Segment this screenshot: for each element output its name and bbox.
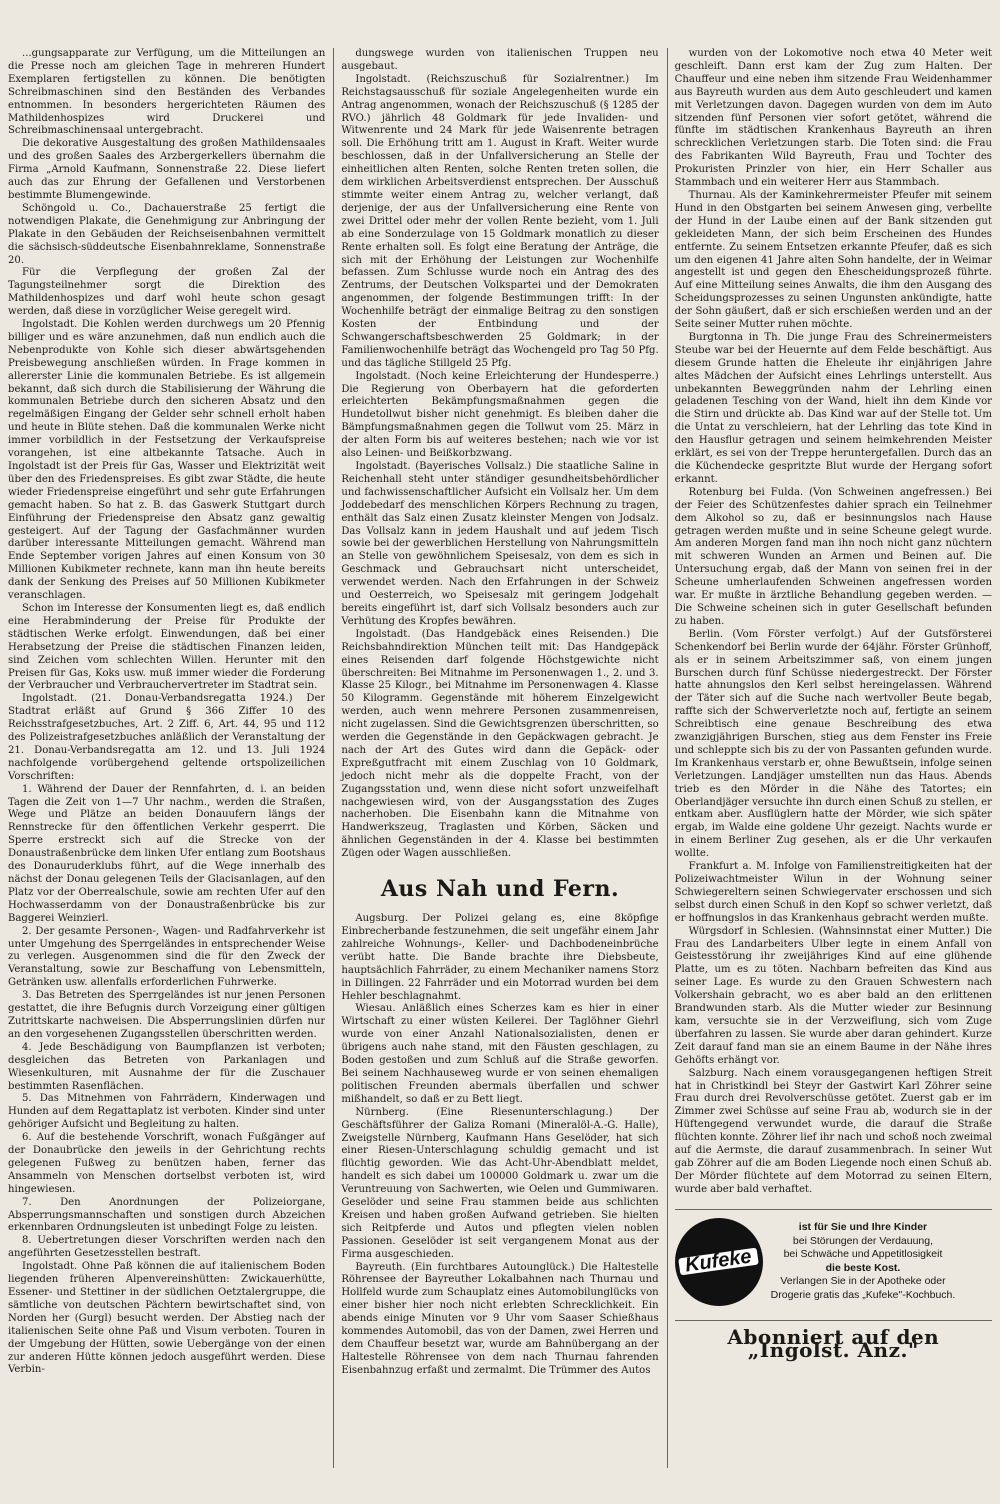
paragraph: wurden von der Lokomotive noch etwa 40 Meter weit geschleift. Dann erst kam der Zug zum Halten. Der Chauffeur und eine neben ihm sitzende Frau Weidenhammer aus Bayreuth wurden aus dem Auto geschleudert und kamen mit Verletzungen davon. Dagegen wurden von dem im Auto sitzenden fünf Personen vier sofort getötet, während die fünfte im städtischen Krankenhaus Bayreuth an ihren schrecklichen Verletzungen starb. Die Toten sind: die Frau des Fabrikanten Wild Bayreuth, Frau und Tochter des Prokuristen Prinzler von hier, ein Herr Schaller aus Stammbach und ein weiterer Herr aus Stammbach.: [674, 48, 992, 189]
paragraph: 6. Auf die bestehende Vorschrift, wonach Fußgänger auf der Donaubrücke den jeweils in der Gehrichtung rechts gelegenen Fußweg zu benützen haben, ferner das Ansammeln von Menschen dortselbst verboten ist, wird hingewiesen.: [8, 1132, 326, 1195]
paragraph: Thurnau. Als der Kaminkehrermeister Pfeufer mit seinem Hund in den Obstgarten bei seinem Anwesen ging, verbellte der Hund in der Laube einen auf der Bank sitzenden gut gekleideten Mann, der sich beim Erscheinen des Hundes entfernte. Zu seinem Entsetzen erkannte Pfeufer, daß es sich um den eigenen 41 Jahre alten Sohn handelte, der in Weimar angestellt ist und gegen den Ehescheidungsprozeß führte. Auf eine Mitteilung seines Anwalts, die ihm den Ausgang des Scheidungsprozesses zu seinen Ungunsten ankündigte, hatte der Sohn gäußert, daß er sich erschießen werden und an der Seite seiner Mutter ruhen möchte.: [674, 189, 992, 331]
paragraph: Für die Verpflegung der großen Zal der Tagungsteilnehmer sorgt die Direktion des Mathildenhospizes und darf wohl heute schon gesagt werden, daß diese in vorzüglicher Weise geregelt wird.: [8, 267, 326, 318]
paragraph: Ingolstadt. Die Kohlen werden durchwegs um 20 Pfennig billiger und es wäre anzunehmen, daß nun endlich auch die Nebenprodukte von Kohle sich dieser abwärtsgehenden Preisbewegung anschließen würden. In Frage kommen in allererster Linie die kommunalen Betriebe. Es ist allgemein bekannt, daß sich durch die Stabilisierung der Währung die kommunalen Betriebe durch den sicheren Absatz und den regelmäßigen Eingang der Gelder sehr schnell erholt haben und heute in Blüte stehen. Daß die kommunalen Werke nicht immer vorbildlich in der Festsetzung der Verkaufspreise vorangehen, ist eine altbekannte Tatsache. Auch in Ingolstadt ist der Preis für Gas, Wasser und Elektrizität weit über den des Friedenspreises. Es gibt zwar Städte, die heute wieder Friedenspreise eingeführt und sehr gute Erfahrungen gemacht haben. So hat z. B. das Gaswerk Stuttgart durch Einführung der Friedenspreise den Absatz ganz gewaltig gesteigert. Auf der Tagung der Gasfachmänner wurden darüber interessante Mitteilungen gemacht. Während man Ende September vorigen Jahres auf einen Konsum von 30 Millionen Kubikmeter rechnete, kann man ihn heute bereits dank der Senkung des Preises auf 50 Millionen Kubikmeter veranschlagen.: [8, 319, 326, 602]
paragraph: dungswege wurden von italienischen Truppen neu ausgebaut.: [341, 48, 659, 72]
paragraph: Salzburg. Nach einem vorausgegangenen heftigen Streit hat in Christkindl bei Steyr der Gastwirt Karl Zöhrer seine Frau durch drei Revolverschüsse getötet. Zuerst gab er im Zimmer zwei Schüsse auf seine Frau ab, wodurch sie in der Hüftengegend verwundet wurde, die darauf die Straße flüchten konnte. Zöhrer lief ihr nach und schoß noch zweimal auf die Aermste, die darauf zusammenbrach. In seiner Wut gab Zöhrer auf die am Boden Liegende noch einen Schuß ab. Der Mörder flüchtete auf dem Motorrad zu seinen Eltern, wurde aber bald verhaftet.: [674, 1067, 992, 1195]
paragraph: Ingolstadt. (Reichszuschuß für Sozialrentner.) Im Reichstagsausschuß für soziale Angelegenheiten wurde ein Antrag angenommen, wonach der Reichszuschuß (§ 1285 der RVO.) jährlich 48 Goldmark für jede Invaliden- und Witwenrente und 24 Mark für jede Waisenrente betragen soll. Die Erhöhung tritt am 1. August in Kraft. Weiter wurde beschlossen, daß in der Unfallversicherung an Stelle der einheitlichen alten Renten, solche Renten treten sollen, die dem wirklichen Arbeitsverdienst entsprechen. Der Ausschuß stimmte weiter einem Antrag zu, welcher verlangt, daß derjenige, der aus der Unfallversicherung eine Rente von zwei Drittel oder mehr der vollen Rente bezieht, vom 1. Juli ab eine Sonderzulage von 15 Goldmark monatlich zu dieser Rente erhalten soll. Es folgt eine Beratung der Anträge, die sich mit der Erhöhung der Leistungen zur Wochenhilfe befassen. Zum Schlusse wurde noch ein Antrag des des Zentrums, der Deutschen Volkspartei und der Demokraten angenommen, der folgende Bestimmungen trifft: In der Wochenhilfe beträgt der einmalige Beitrag zu den sonstigen Kosten der Entbindung und der Schwangerschaftsbeschwerden 25 Goldmark; in der Familienwochenhilfe beträgt das Wochengeld pro Tag 50 Pfg. und das tägliche Stillgeld 25 Pfg.: [341, 73, 659, 369]
ad-line: Drogerie gratis das „Kufeke"-Kochbuch.: [770, 1288, 956, 1301]
ad-line: Verlangen Sie in der Apotheke oder: [780, 1275, 946, 1288]
paragraph: Ingolstadt. Ohne Paß können die auf italienischem Boden liegenden früheren Alpenvereinshütten: Zwickauerhütte, Essener- und Stettiner in der südlichen Oetztalergruppe, die sämtliche von deutschen Pächtern bewirtschaftet sind, von Norden her (Gurgl) besucht werden. Der Abstieg nach der italienischen Seite ohne Paß und Visum verboten. Touren in der Umgebung der Hütten, sowie Uebergänge von der einen zur anderen Hütte können jedoch ausgeführt werden. Diese Verbin-: [8, 1261, 326, 1376]
paragraph: 1. Während der Dauer der Rennfahrten, d. i. an beiden Tagen die Zeit von 1—7 Uhr nachm., werden die Straßen, Wege und Plätze an beiden Donauufern längs der Rennstrecke für den öffentlichen Verkehr gesperrt. Die Sperre erstreckt sich auf die Strecke von der Donaustraßenbrücke dem linken Ufer entlang zum Bootshaus des Donauruderklubs führt, auf die Wege innerhalb des nächst der Donau gelegenen Teils der Glacisanlagen, auf den Platz vor der Oberrealschule, sowie am rechten Ufer auf den Hochwasserdamm von der Donaustraßenbrücke bis zur Baggerei Weinzierl.: [8, 783, 326, 924]
ad-line: ist für Sie und Ihre Kinder: [798, 1221, 928, 1234]
kufeke-brand: Kufeke: [679, 1248, 759, 1276]
paragraph: Ingolstadt. (Noch keine Erleichterung der Hundesperre.) Die Regierung von Oberbayern hat die geforderten erleichterten Bekämpfungsmaßnahmen gegen die Hundetollwut bisher nicht genehmigt. Es bleiben daher die Bämpfungsmaßnahmen gegen die Tollwut vom 25. März in der alten Form bis auf weiteres bestehen; nach wie vor ist also Leinen- und Beißkorbzwang.: [341, 370, 659, 460]
paragraph: Die dekorative Ausgestaltung des großen Mathildensaales und des großen Saales des Arzbergerkellers übernahm die Firma „Arnold Kaufmann, Sonnenstraße 22. Diese liefert auch das zur Ehrung der Gefallenen und Verstorbenen bestimmte Blumengewinde.: [8, 138, 326, 201]
column-left: [8, 48, 325, 1468]
section-heading: Aus Nah und Fern.: [380, 876, 620, 903]
kufeke-logo: [675, 1218, 763, 1306]
paragraph: Schon im Interesse der Konsumenten liegt es, daß endlich eine Herabminderung der Preise für Produkte der städtischen Werke erfolgt. Einwendungen, daß bei einer Herabsetzung der Preise die städtischen Finanzen leiden, sind Zeichen vom schlechten Willen. Herunter mit den Preisen für Gas, Koks usw. muß immer wieder die Forderung der Verbraucher und Verbrauchervertreter im Stadtrat sein.: [8, 602, 326, 692]
ad-line: bei Störungen der Verdauung,: [792, 1234, 934, 1247]
paragraph: ...gungsapparate zur Verfügung, um die Mitteilungen an die Presse noch am gleichen Tage in mehreren Hundert Exemplaren fertigstellen zu können. Die benötigten Schreibmaschinen sind den Beständen des Verbandes entnommen. In besonders hergerichteten Räumen des Mathildenhospizes wird Druckerei und Schreibmaschinensaal untergebracht.: [8, 48, 326, 137]
column-middle: [333, 48, 658, 1468]
paragraph: Frankfurt a. M. Infolge von Familienstreitigkeiten hat der Polizeiwachtmeister Wilun in der Wohnung seiner Schwiegereltern seinen Schwiegervater erschossen und sich selbst durch einen Schuß in den Kopf so schwer verletzt, daß er hoffnungslos in das Krankenhaus gebracht werden mußte.: [674, 861, 992, 924]
paragraph: 2. Der gesamte Personen-, Wagen- und Radfahrverkehr ist unter Umgehung des Sperrgeländes in entsprechender Weise zu verlegen. Ausgenommen sind die für den Zweck der Veranstaltung, sowie zur Beschaffung von Lebensmitteln, Getränken usw. allenfalls erforderlichen Fuhrwerke.: [8, 925, 326, 989]
paragraph: Burgtonna in Th. Die junge Frau des Schreinermeisters Steube war bei der Heuernte auf dem Felde beschäftigt. Aus diesem Grunde hatten die Eheleute ihr einjährigen Jahre altes Mädchen der Aufsicht eines Lehrlings unterstellt. Aus unbekannten Beweggründen nahm der Lehrling einen geladenen Tesching von der Wand, hielt ihn dem Kinde vor die Stirn und drückte ab. Das Kind war auf der Stelle tot. Um die Untat zu verschleiern, hat der Lehrling das tote Kind in den Hausflur getragen und seinem heimkehrenden Meister erklärt, es sei von der Treppe heruntergefallen. Durch das an die Küchendecke gespritzte Blut wurde der Hergang sofort erkannt.: [674, 331, 992, 485]
paragraph: Nürnberg. (Eine Riesenunterschlagung.) Der Geschäftsführer der Galiza Romani (Mineralöl-A.-G. Halle), Zweigstelle Nürnberg, Kaufmann Hans Geselöder, hat sich einer Riesen-Unterschlagung schuldig gemacht und ist flüchtig geworden. Wie das Acht-Uhr-Abendblatt meldet, handelt es sich dabei um 100000 Goldmark u. zwar um die Veruntreuung von Sachwerten, wie Oelen und Gummiwaren. Geselöder und seine Frau stammen beide aus schlichten Kreisen und haben großen Aufwand getrieben. Sie hielten sich Reitpferde und Autos und pflegten vielen noblen Passionen. Geselöder ist seit vergangenem Monat aus der Firma ausgeschieden.: [341, 1106, 659, 1260]
paragraph: Ingolstadt. (Das Handgebäck eines Reisenden.) Die Reichsbahndirektion München teilt mit: Das Handgepäck eines Reisenden darf folgende Höchstgewichte nicht überschreiten: Bei Mitnahme im Personenwagen 1., 2. und 3. Klasse 25 Kilogr., bei Mitnahme im Personenwagen 4. Klasse 50 Kilogramm. Gegenstände mit höherem Einzelgewicht werden, auch wenn mehrere Personen zusammenreisen, nicht zugelassen. Sind die Gewichtsgrenzen überschritten, so werden die Gegenstände in den Gepäckwagen gebracht. Je nach der Art des Gutes wird dann die Gepäck- oder Expreßgutfracht mit einem Zuschlag von 10 Goldmark, jedoch nicht mehr als die doppelte Fracht, von der Zugangsstation und, wenn diese nicht sofort unzweifelhaft nachgewiesen wird, von der Ausgangsstation des Zuges nacherhoben. Die Eisenbahn kann die Mitnahme von Handwerkszeug, Traglasten und Körben, Säcken und ähnlichen Gegenständen in der 4. Klasse bei bestimmten Zügen oder Wagen ausschließen.: [341, 628, 659, 860]
paragraph: Würgsdorf in Schlesien. (Wahnsinnstat einer Mutter.) Die Frau des Landarbeiters Ulber legte in einem Anfall von Geistesstörung ihr zweijähriges Kind auf eine glühende Platte, um es zu töten. Nachbarn befreiten das Kind aus seiner Lage. Es wurde zu den Grauen Schwestern nach Volkershain gebracht, wo es aber bald an den erlittenen Brandwunden starb. Als die Mutter wieder zur Besinnung kam, versuchte sie in der Verzweiflung, sich vom Zuge überfahren zu lassen. Sie wurde aber daran gehindert. Kurze Zeit darauf fand man sie an einem Baume in der Nähe ihres Gehöfts erhängt vor.: [674, 925, 992, 1066]
paragraph: Rotenburg bei Fulda. (Von Schweinen angefressen.) Bei der Feier des Schützenfestes dahier sprach ein Teilnehmer dem Alkohol so zu, daß er besinnungslos nach Hause getragen werden mußte und in seine Scheune gelegt wurde. Am anderen Morgen fand man ihn noch nicht ganz nüchtern mit schweren Wunden an Armen und Beinen auf. Die Untersuchung ergab, daß der Mann von seinen frei in der Scheune umherlaufenden Schweinen angefressen worden war. Er mußte in ärztliche Behandlung gegeben werden. — Die Schweine scheinen sich in guter Gesellschaft befunden zu haben.: [674, 486, 992, 627]
paragraph: 3. Das Betreten des Sperrgeländes ist nur jenen Personen gestattet, die ihre Befugnis durch Vorzeigung einer gültigen Zutrittskarte nachweisen. Die Absperrungslinien dürfen nur an den vorgesehenen Zugangsstellen überschritten werden.: [8, 990, 326, 1040]
paragraph: 7. Den Anordnungen der Polizeiorgane, Absperrungsmannschaften und sonstigen durch Abzeichen erkennbaren Ordnungsleuten ist unbedingt Folge zu leisten.: [8, 1196, 326, 1234]
paragraph: Schöngold u. Co., Dachauerstraße 25 fertigt die notwendigen Plakate, die Genehmigung zur Anbringung der Plakate in den Gebäuden der Reichseisenbahnen vermittelt die sächsisch-süddeutsche Eisenbahnreklame, Sonnenstraße 20.: [8, 202, 326, 266]
column-right: [667, 48, 992, 1468]
kufeke-advertisement: [675, 1209, 992, 1306]
subscribe-banner: Abonniert auf den „Ingolst. Anz.": [675, 1320, 992, 1357]
paragraph: 8. Uebertretungen dieser Vorschriften werden nach den angeführten Gesetzesstellen bestraft.: [8, 1235, 326, 1260]
ad-line: bei Schwäche und Appetitlosigkeit: [783, 1248, 943, 1261]
paragraph: 5. Das Mitnehmen von Fahrrädern, Kinderwagen und Hunden auf dem Regattaplatz ist verboten. Kinder sind unter gehöriger Aufsicht und Begleitung zu halten.: [8, 1093, 326, 1131]
ad-line: die beste Kost.: [825, 1261, 901, 1274]
paragraph: Wiesau. Anläßlich eines Scherzes kam es hier in einer Wirtschaft zu einer wüsten Keilerei. Der Taglöhner Giehrl wurde von einer Anzahl Nationalsozialisten, denen er übrigens auch nahe stand, mit den Fäusten geschlagen, zu Boden gestoßen und zum Schluß auf die Straße geworfen. Bei seinem Nachhauseweg wurde er von seinen ehemaligen politischen Freunden abermals überfallen und schwer mißhandelt, so daß er zu Bett liegt.: [341, 1003, 659, 1105]
paragraph: Augsburg. Der Polizei gelang es, eine 8köpfige Einbrecherbande festzunehmen, die seit ungefähr einem Jahr zahlreiche Wohnungs-, Keller- und Dachbodeneinbrüche verübt hatte. Die Bande brachte ihre Diebsbeute, hauptsächlich Fahrräder, zu einem Mechaniker namens Storz in Dillingen. 22 Fahrräder und ein Motorrad wurden bei dem Hehler beschlagnahmt.: [341, 913, 659, 1002]
paragraph: Berlin. (Vom Förster verfolgt.) Auf der Gutsförsterei Schenkendorf bei Berlin wurde der 64jähr. Förster Grünhoff, als er in seinem Arbeitszimmer saß, von einem jungen Burschen durch fünf Schüsse niedergestreckt. Der Förster hatte ahnungslos den Kerl selbst hereingelassen. Während der Täter sich auf die Suche nach wertvoller Beute begab, raffte sich der Schwerverletzte noch auf, fertigte an seinem Schreibtisch eine genaue Beschreibung des etwa zwanzigjährigen Burschen, stieg aus dem Fenster ins Freie und schleppte sich bis zu der von Passanten gefunden wurde. Im Krankenhaus verstarb er, ohne Bewußtsein, infolge seinen Verletzungen. Landjäger umstellten nun das Haus. Abends trieb es den Mörder in die Nähe des Tatortes; ein Oberlandjäger versuchte ihn durch einen Schuß zu stellen, er entkam aber. Ausflüglern hatte der Mörder, wie sich später ergab, im Walde eine goldene Uhr gezeigt. Nachts wurde er in einem Berliner Zug gesehen, als er die Uhr verkaufen wollte.: [674, 628, 992, 860]
ad-text: [771, 1221, 956, 1302]
paragraph: Ingolstadt. (21. Donau-Verbandsregatta 1924.) Der Stadtrat erläßt auf Grund § 366 Ziffer 10 des Reichsstrafgesetzbuches, Art. 2 Ziff. 6, Art. 44, 95 und 112 des Polizeistrafgesetzbuches anläßlich der Veranstaltung der 21. Donau-Verbandsregatta am 12. und 13. Juli 1924 nachfolgende vorübergehend geltende ortspolizeilichen Vorschriften:: [8, 693, 326, 782]
paragraph: 4. Jede Beschädigung von Baumpflanzen ist verboten; desgleichen das Betreten von Parkanlagen und Wiesenkulturen, mit Ausnahme der für die Zuschauer bestimmten Rasenflächen.: [8, 1041, 326, 1092]
paragraph: Ingolstadt. (Bayerisches Vollsalz.) Die staatliche Saline in Reichenhall steht unter ständiger gesundheitsbehördlicher und fachwissenschaftlicher Aufsicht ein Vollsalz her. Um dem Joddebedarf des menschlichen Körpers Rechnung zu tragen, enthält das Salz einen Zusatz kleinster Mengen von Jodsalz. Das Vollsalz kann in jedem Haushalt und auf jedem Tisch sowie bei der gewerblichen Herstellung von Nahrungsmitteln an Stelle von gewöhnlichem Speisesalz, von dem es sich in Geschmack und Gebrauchsart nicht unterscheidet, verwendet werden. Nach den Erfahrungen in der Schweiz und Oesterreich, wo Speisesalz mit geringem Jodgehalt bereits eingeführt ist, darf sich Vollsalz besonders auch zur Verhütung des Kropfes bewähren.: [341, 461, 659, 627]
paragraph: Bayreuth. (Ein furchtbares Autounglück.) Die Haltestelle Röhrensee der Bayreuther Lokalbahnen nach Thurnau und Hollfeld wurde zum Schauplatz eines Automobilunglücks von einer bisher hier noch nicht erlebten Schrecklichkeit. Ein abends einige Minuten vor 9 Uhr vom Saaser Schießhaus kommendes Automobil, das von der Damen, zwei Herren und dem Chauffeur besetzt war, wurde am Bahnübergang an der Haltestelle Röhrensee von dem nach Thurnau fahrenden Eisenbahnzug erfaßt und zermalmt. Die Trümmer des Autos: [341, 1261, 659, 1376]
